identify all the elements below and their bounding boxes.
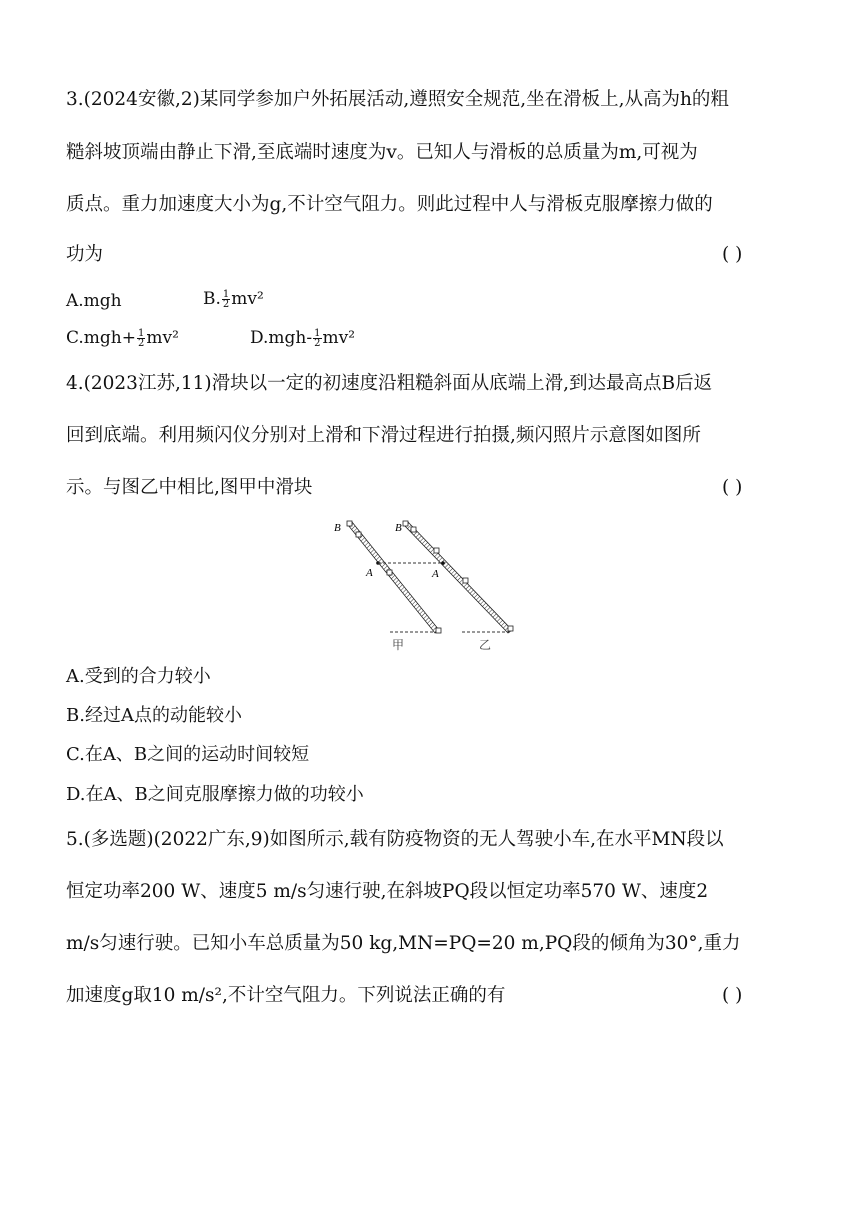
fraction-numerator: 1 [222,289,230,300]
slider-block [347,521,352,526]
q3-option-b [203,288,264,310]
q5-line-2: 恒定功率200 W、速度5 m/s匀速行驶,在斜坡PQ段以恒定功率570 W、速度2 [66,881,709,902]
q4-option-d: D.在A、B之间克服摩擦力做的功较小 [66,784,364,805]
q3-option-d-prefix: D.mgh- [250,328,313,348]
q4-option-a: A.受到的合力较小 [66,666,211,687]
label-b-right: B [395,522,402,534]
slider-block [411,527,416,532]
fraction-half [313,329,321,348]
q5-line-1: 5.(多选题)(2022广东,9)如图所示,载有防疫物资的无人驾驶小车,在水平MN段以 [66,829,724,850]
fraction-denominator: 2 [138,338,145,349]
q3-option-a: A.mgh [66,291,122,311]
q3-answer-paren: ( ) [722,244,743,265]
slider-block [434,548,439,553]
incline-strobe-diagram [322,512,522,657]
q3-option-d [250,327,355,349]
q4-line-1: 4.(2023江苏,11)滑块以一定的初速度沿粗糙斜面从底端上滑,到达最高点B后返 [66,373,713,394]
q4-line-3: 示。与图乙中相比,图甲中滑块 [66,477,313,498]
fraction-denominator: 2 [314,338,321,349]
q3-line-4: 功为 [66,244,104,265]
q4-option-c: C.在A、B之间的运动时间较短 [66,744,310,765]
slider-block [356,532,361,537]
caption-yi: 乙 [479,638,492,652]
fraction-half [222,290,230,309]
label-a-right: A [432,568,439,580]
incline-right [403,521,513,633]
q4-line-2: 回到底端。利用频闪仪分别对上滑和下滑过程进行拍摄,频闪照片示意图如图所 [66,425,701,446]
q4-answer-paren: ( ) [722,477,743,498]
q3-option-c-suffix: mv² [146,328,179,348]
slider-block [508,626,513,631]
fraction-half [137,329,145,348]
q3-option-b-prefix: B. [203,289,221,309]
q5-line-3: m/s匀速行驶。已知小车总质量为50 kg,MN=PQ=20 m,PQ段的倾角为30°,重力 [66,933,741,954]
slider-block [403,521,408,526]
q3-option-c [66,327,179,349]
q3-line-1: 3.(2024安徽,2)某同学参加户外拓展活动,遵照安全规范,坐在滑板上,从高为h的粗 [66,89,729,110]
q5-answer-paren: ( ) [722,985,743,1006]
slider-block [436,628,441,633]
fraction-numerator: 1 [138,328,145,339]
incline-left [347,521,441,633]
label-b-left: B [334,522,341,534]
q3-option-c-prefix: C.mgh+ [66,328,137,348]
q5-line-4: 加速度g取10 m/s²,不计空气阻力。下列说法正确的有 [66,985,506,1006]
q3-line-2: 糙斜坡顶端由静止下滑,至底端时速度为v。已知人与滑板的总质量为m,可视为 [66,142,698,163]
fraction-numerator: 1 [314,328,321,339]
caption-jia: 甲 [392,638,405,652]
slider-block [463,578,468,583]
q3-line-3: 质点。重力加速度大小为g,不计空气阻力。则此过程中人与滑板克服摩擦力做的 [66,194,713,215]
q4-option-b: B.经过A点的动能较小 [66,705,242,726]
slider-block [387,570,392,575]
fraction-denominator: 2 [222,299,230,310]
label-a-left: A [366,567,373,579]
q3-option-d-suffix: mv² [322,328,356,348]
q3-option-b-suffix: mv² [231,289,264,309]
